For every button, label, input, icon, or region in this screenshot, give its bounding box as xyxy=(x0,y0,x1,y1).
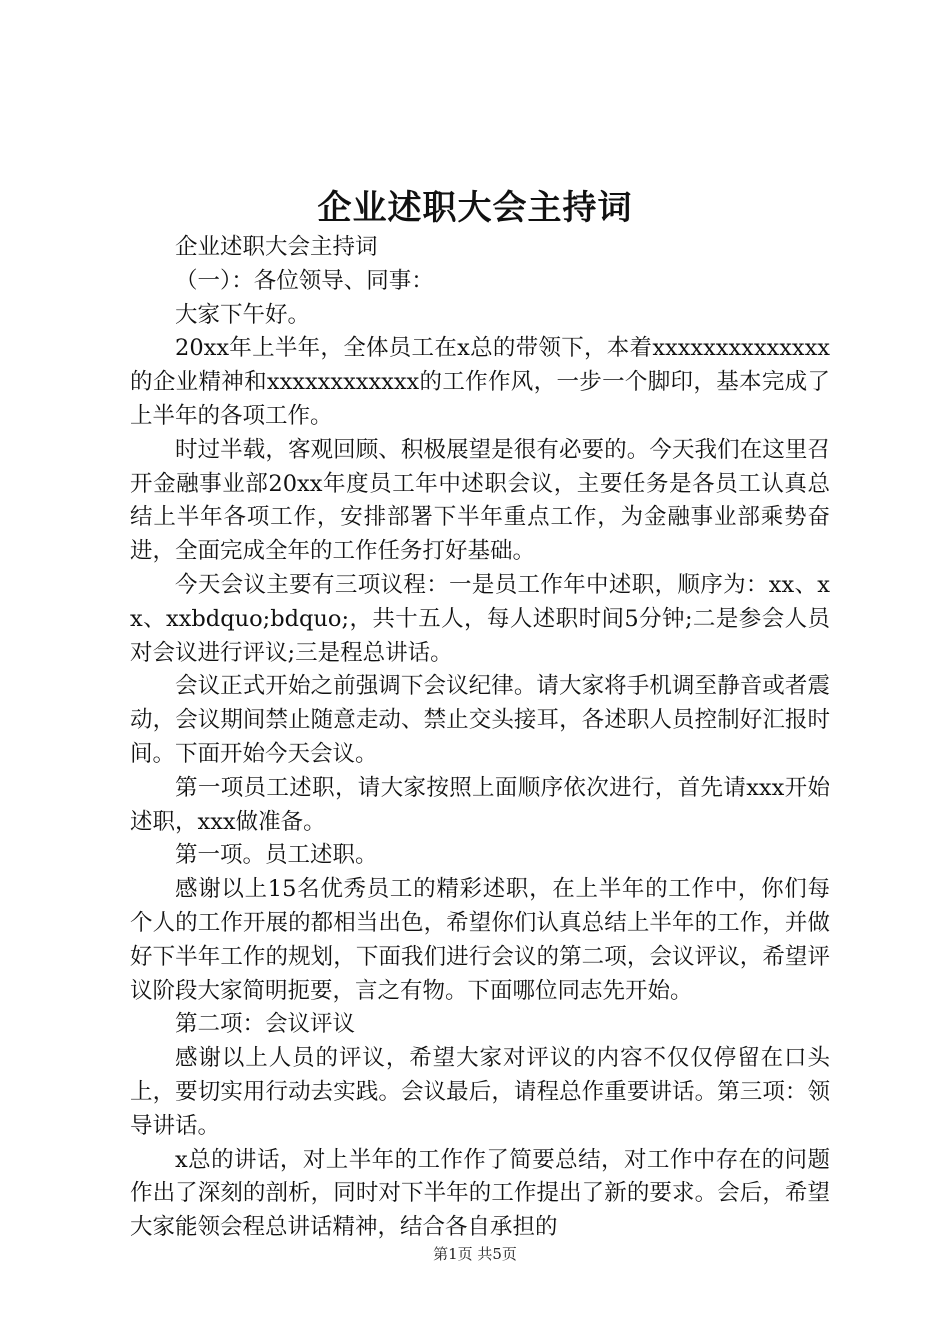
page-number-footer: 第1页 共5页 xyxy=(433,1245,517,1263)
paragraph: 企业述职大会主持词 xyxy=(175,234,378,260)
paragraph: （一）：各位领导、同事： xyxy=(175,267,434,294)
paragraph: 第一项。员工述职。 xyxy=(175,842,378,869)
paragraph: 感谢以上人员的评议，希望大家对评议的内容不仅仅停留在口头上，要切实用行动去实践。会议最后，请程总作重要讲话。第三项：领导讲话。 xyxy=(130,1045,830,1139)
paragraph: 今天会议主要有三项议程：一是员工作年中述职，顺序为：xx、xx、xxbdquo;bdquo;，共十五人，每人述职时间5分钟;二是参会人员对会议进行评议;三是程总讲话。 xyxy=(130,571,830,666)
paragraph: 时过半载，客观回顾、积极展望是很有必要的。今天我们在这里召开金融事业部20xx年度员工年中述职会议，主要任务是各员工认真总结上半年各项工作，安排部署下半年重点工作，为金融事业部乘势奋进，全面完成全年的工作任务打好基础。 xyxy=(130,436,830,565)
paragraph: 第一项员工述职，请大家按照上面顺序依次进行，首先请xxx开始述职，xxx做准备。 xyxy=(130,774,830,835)
paragraph: x总的讲话，对上半年的工作作了简要总结，对工作中存在的问题作出了深刻的剖析，同时对下半年的工作提出了新的要求。会后，希望大家能领会程总讲话精神，结合各自承担的 xyxy=(130,1146,830,1241)
paragraph: 20xx年上半年，全体员工在x总的带领下，本着xxxxxxxxxxxxxx的企业精神和xxxxxxxxxxxx的工作作风，一步一个脚印，基本完成了上半年的各项工作。 xyxy=(130,335,830,429)
paragraph: 大家下午好。 xyxy=(175,301,311,328)
paragraph: 感谢以上15名优秀员工的精彩述职，在上半年的工作中，你们每个人的工作开展的都相当出色，希望你们认真总结上半年的工作，并做好下半年工作的规划，下面我们进行会议的第二项，会议评议，希望评议阶段大家简明扼要，言之有物。下面哪位同志先开始。 xyxy=(130,876,830,1004)
document-body xyxy=(130,231,830,1245)
paragraph: 会议正式开始之前强调下会议纪律。请大家将手机调至静音或者震动，会议期间禁止随意走动、禁止交头接耳，各述职人员控制好汇报时间。下面开始今天会议。 xyxy=(130,673,830,767)
document-title: 企业述职大会主持词 xyxy=(317,188,633,228)
paragraph: 第二项：会议评议 xyxy=(175,1011,356,1038)
